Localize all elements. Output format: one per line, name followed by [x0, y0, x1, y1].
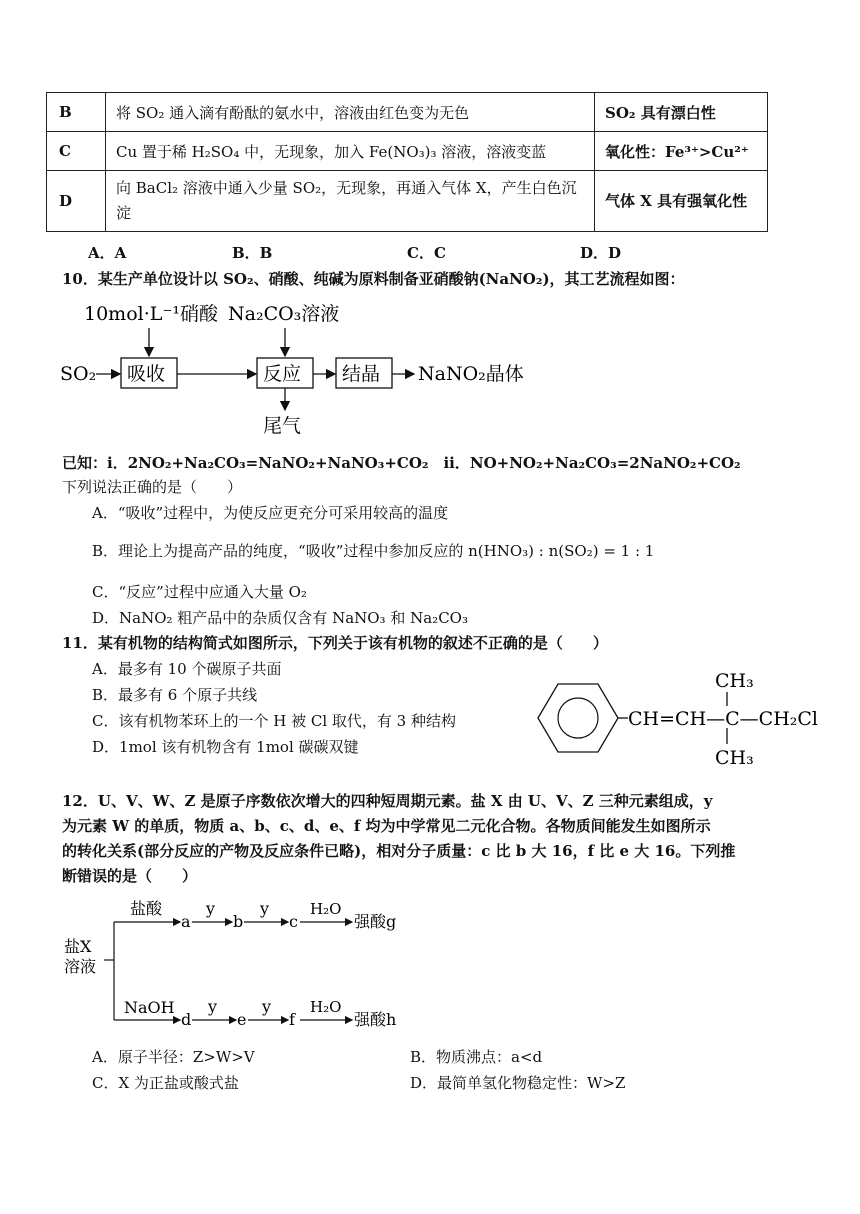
q10-prompt: 下列说法正确的是（ ） [62, 478, 243, 496]
q12-stem-line: 断错误的是（ ） [62, 867, 198, 885]
table-row [47, 171, 768, 232]
q9-table [46, 92, 768, 232]
q12-option-a[interactable]: A．原子半径：Z>W>V [92, 1048, 255, 1066]
label-y: y [206, 899, 216, 918]
node-d: d [181, 1010, 192, 1029]
node-g: 强酸g [354, 912, 397, 931]
node-e: e [237, 1010, 247, 1029]
label-water: H₂O [310, 998, 342, 1016]
q12-stem-line: 的转化关系(部分反应的产物及反应条件已略)，相对分子质量：c 比 b 大 16，f 比 e 大 16。下列推 [62, 842, 736, 860]
flow-product: NaNO₂晶体 [418, 363, 524, 385]
node-b: b [233, 912, 244, 931]
q9-option-c[interactable]: C．C [407, 244, 446, 262]
diagram-source-line2: 溶液 [64, 957, 97, 976]
q9-option-d[interactable]: D．D [580, 244, 622, 262]
q11-option-a[interactable]: A．最多有 10 个碳原子共面 [92, 660, 282, 678]
row-conclusion: 气体 X 具有强氧化性 [595, 171, 768, 232]
q11-option-c[interactable]: C．该有机物苯环上的一个 H 被 Cl 取代，有 3 种结构 [92, 712, 456, 730]
flow-exhaust: 尾气 [263, 415, 302, 437]
q12-option-c[interactable]: C．X 为正盐或酸式盐 [92, 1074, 239, 1092]
table-row [47, 93, 768, 132]
row-description: 向 BaCl₂ 溶液中通入少量 SO₂，无现象，再通入气体 X，产生白色沉淀 [106, 171, 595, 232]
q11-option-b[interactable]: B．最多有 6 个原子共线 [92, 686, 258, 704]
label-y: y [208, 997, 218, 1016]
structure-top-methyl: CH₃ [715, 670, 754, 692]
row-conclusion: SO₂ 具有漂白性 [595, 93, 768, 132]
node-a: a [181, 912, 191, 931]
flow-input-sodium-carbonate: Na₂CO₃溶液 [228, 303, 340, 325]
q10-option-a[interactable]: A．“吸收”过程中，为使反应更充分可采用较高的温度 [92, 504, 449, 522]
row-description: Cu 置于稀 H₂SO₄ 中，无现象，加入 Fe(NO₃)₃ 溶液，溶液变蓝 [106, 132, 595, 171]
diagram-source-line1: 盐X [64, 937, 92, 956]
flow-step-absorb: 吸收 [127, 363, 166, 385]
row-key: D [47, 171, 106, 232]
flow-step-crystallize: 结晶 [342, 363, 381, 385]
flow-feed-so2: SO₂ [60, 363, 97, 385]
diagram-upper-reagent: 盐酸 [130, 899, 163, 918]
q10-process-flow-diagram [58, 296, 538, 440]
row-key: C [47, 132, 106, 171]
q11-structure-diagram [528, 664, 828, 774]
q12-stem-line: 为元素 W 的单质，物质 a、b、c、d、e、f 均为中学常见二元化合物。各物质间能发生如图所示 [62, 817, 711, 835]
q9-option-a[interactable]: A．A [88, 244, 127, 262]
q10-known: 已知：i．2NO₂+Na₂CO₃=NaNO₂+NaNO₃+CO₂ ii．NO+NO₂+Na₂CO₃=2NaNO₂+CO₂ [62, 454, 741, 472]
q12-option-b[interactable]: B．物质沸点：a<d [410, 1048, 543, 1066]
flow-input-nitric-acid: 10mol·L⁻¹硝酸 [84, 303, 219, 325]
label-water: H₂O [310, 900, 342, 918]
q12-stem-line: 12．U、V、W、Z 是原子序数依次增大的四种短周期元素。盐 X 由 U、V、Z 三种元素组成，y [62, 792, 713, 810]
q11-option-d[interactable]: D．1mol 该有机物含有 1mol 碳碳双键 [92, 738, 359, 756]
benzene-ring-icon [538, 684, 618, 752]
q12-transformation-diagram [60, 892, 420, 1032]
q10-option-d[interactable]: D．NaNO₂ 粗产品中的杂质仅含有 NaNO₃ 和 Na₂CO₃ [92, 609, 468, 627]
q9-option-b[interactable]: B．B [232, 244, 273, 262]
node-c: c [289, 912, 298, 931]
structure-bottom-methyl: CH₃ [715, 747, 754, 769]
node-f: f [289, 1010, 295, 1029]
structure-chain: CH=CH—C—CH₂Cl [628, 708, 819, 730]
diagram-lower-reagent: NaOH [124, 998, 175, 1017]
row-key: B [47, 93, 106, 132]
q10-stem: 10．某生产单位设计以 SO₂、硝酸、纯碱为原料制备亚硝酸钠(NaNO₂)，其工艺流程如图： [62, 270, 685, 288]
q10-option-c[interactable]: C．“反应”过程中应通入大量 O₂ [92, 583, 307, 601]
node-h: 强酸h [354, 1010, 397, 1029]
row-conclusion: 氧化性：Fe³⁺>Cu²⁺ [595, 132, 768, 171]
flow-step-react: 反应 [263, 363, 302, 385]
label-y: y [262, 997, 272, 1016]
q10-option-b[interactable]: B．理论上为提高产品的纯度，“吸收”过程中参加反应的 n(HNO₃) : n(SO₂) = 1 : 1 [92, 542, 655, 560]
q11-stem: 11．某有机物的结构简式如图所示，下列关于该有机物的叙述不正确的是（ ） [62, 634, 608, 652]
row-description: 将 SO₂ 通入滴有酚酞的氨水中，溶液由红色变为无色 [106, 93, 595, 132]
q12-option-d[interactable]: D．最简单氢化物稳定性：W>Z [410, 1074, 626, 1092]
table-row [47, 132, 768, 171]
label-y: y [260, 899, 270, 918]
